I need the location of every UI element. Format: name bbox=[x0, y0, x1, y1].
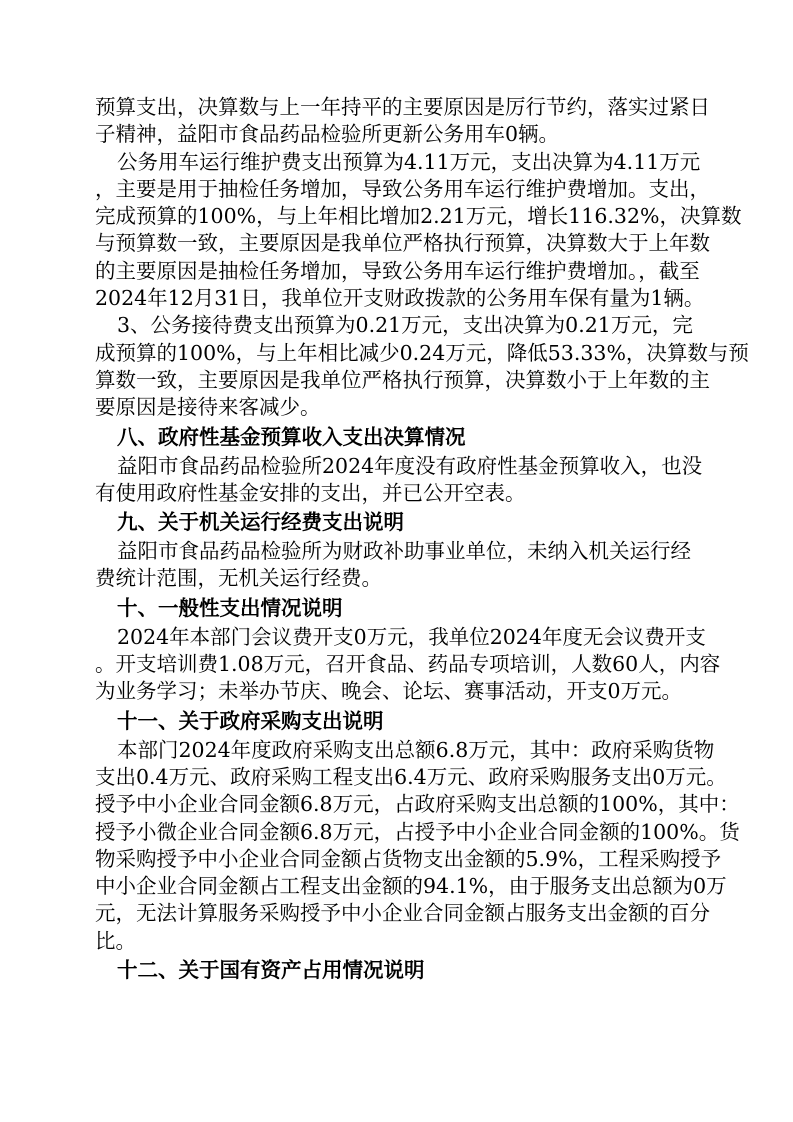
paragraph-start-line: 公务用车运行维护费支出预算为4.11万元，支出决算为4.11万元 bbox=[117, 149, 701, 174]
text-line: 费统计范围，无机关运行经费。 bbox=[95, 566, 382, 591]
section-heading: 九、关于机关运行经费支出说明 bbox=[117, 510, 404, 535]
text-line: 为业务学习；未举办节庆、晚会、论坛、赛事活动，开支0万元。 bbox=[95, 679, 683, 704]
text-line: 中小企业合同金额占工程支出金额的94.1%，由于服务支出总额为0万 bbox=[95, 874, 727, 899]
text-line: 成预算的100%，与上年相比减少0.24万元，降低53.33%，决算数与预 bbox=[95, 340, 749, 365]
text-line: 比。 bbox=[95, 928, 136, 953]
text-line: 授予小微企业合同金额6.8万元，占授予中小企业合同金额的100%。货 bbox=[95, 819, 740, 844]
text-line: 完成预算的100%，与上年相比增加2.21万元，增长116.32%，决算数 bbox=[95, 204, 742, 229]
section-heading: 十、一般性支出情况说明 bbox=[117, 595, 343, 620]
text-line: 元，无法计算服务采购授予中小企业合同金额占服务支出金额的百分 bbox=[95, 901, 710, 926]
paragraph-start-line: 3、公务接待费支出预算为0.21万元，支出决算为0.21万元，完 bbox=[117, 313, 693, 338]
text-line: ，主要是用于抽检任务增加，导致公务用车运行维护费增加。支出， bbox=[95, 176, 710, 201]
section-heading: 十二、关于国有资产占用情况说明 bbox=[117, 958, 425, 983]
text-line: 算数一致，主要原因是我单位严格执行预算，决算数小于上年数的主 bbox=[95, 367, 710, 392]
paragraph-start-line: 本部门2024年度政府采购支出总额6.8万元，其中：政府采购货物 bbox=[117, 737, 715, 762]
paragraph-start-line: 2024年本部门会议费开支0万元，我单位2024年度无会议费开支 bbox=[117, 624, 706, 649]
text-line: 与预算数一致，主要原因是我单位严格执行预算，决算数大于上年数 bbox=[95, 231, 710, 256]
text-line: 子精神，益阳市食品药品检验所更新公务用车0辆。 bbox=[95, 122, 560, 147]
text-line: 2024年12月31日，我单位开支财政拨款的公务用车保有量为1辆。 bbox=[95, 286, 705, 311]
section-heading: 十一、关于政府采购支出说明 bbox=[117, 708, 384, 733]
text-line: 有使用政府性基金安排的支出，并已公开空表。 bbox=[95, 480, 526, 505]
section-heading: 八、政府性基金预算收入支出决算情况 bbox=[117, 424, 466, 449]
document-body bbox=[95, 94, 749, 986]
text-line: 支出0.4万元、政府采购工程支出6.4万元、政府采购服务支出0万元。 bbox=[95, 764, 727, 789]
text-line: 要原因是接待来客减少。 bbox=[95, 395, 321, 420]
paragraph-start-line: 益阳市食品药品检验所2024年度没有政府性基金预算收入，也没 bbox=[117, 453, 703, 478]
paragraph-start-line: 益阳市食品药品检验所为财政补助事业单位，未纳入机关运行经 bbox=[117, 539, 691, 564]
text-line: 的主要原因是抽检任务增加，导致公务用车运行维护费增加。，截至 bbox=[95, 258, 700, 283]
text-line: 预算支出，决算数与上一年持平的主要原因是厉行节约，落实过紧日 bbox=[95, 95, 710, 119]
text-line: 物采购授予中小企业合同金额占货物支出金额的5.9%，工程采购授予 bbox=[95, 846, 722, 871]
text-line: 授予中小企业合同金额6.8万元，占政府采购支出总额的100%，其中： bbox=[95, 792, 740, 817]
text-line: 。开支培训费1.08万元，召开食品、药品专项培训，人数60人，内容 bbox=[95, 652, 721, 677]
